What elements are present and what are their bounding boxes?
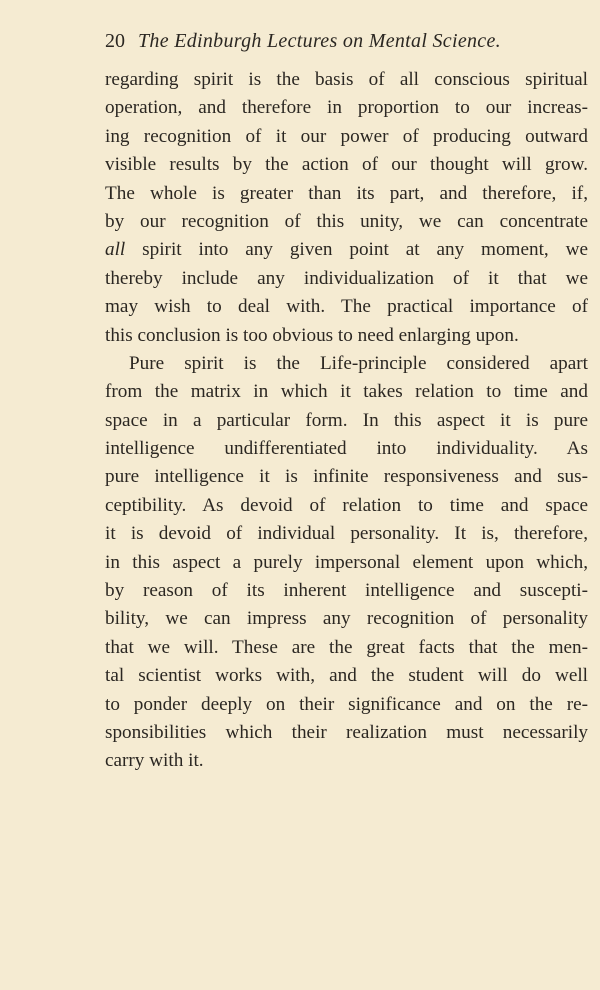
text-line	[105, 492, 588, 520]
text-line	[105, 691, 588, 719]
line-text: in this aspect a purely impersonal element upon which,	[105, 551, 588, 573]
line-text: it is devoid of individual personality. It is, therefore,	[105, 523, 588, 545]
italic-emphasis: all	[105, 239, 126, 261]
text-line	[105, 407, 588, 435]
line-text: operation, and therefore in proportion to our increas-	[105, 97, 588, 119]
line-text: regarding spirit is the basis of all conscious spiritual	[105, 69, 588, 90]
text-line	[105, 66, 588, 94]
line-text: The whole is greater than its part, and therefore, if,	[105, 182, 588, 204]
text-line	[105, 378, 588, 406]
line-text: to ponder deeply on their significance and on the re-	[105, 693, 588, 715]
text-line	[105, 180, 588, 208]
line-text: sponsibilities which their realization must necessarily	[105, 721, 588, 743]
text-line	[105, 293, 588, 321]
line-text: space in a particular form. In this aspect it is pure	[105, 409, 588, 431]
text-line	[105, 605, 588, 633]
page-body-text	[105, 66, 588, 776]
text-line	[105, 435, 588, 463]
line-text: may wish to deal with. The practical importance of	[105, 296, 588, 318]
text-line	[105, 265, 588, 293]
text-line	[105, 94, 588, 122]
text-line	[105, 520, 588, 548]
line-text: ing recognition of it our power of producing outward	[105, 125, 588, 147]
line-text: by our recognition of this unity, we can concentrate	[105, 210, 588, 232]
line-text: bility, we can impress any recognition of personality	[105, 608, 588, 630]
text-line	[105, 236, 588, 264]
line-text: carry with it.	[105, 750, 204, 772]
page-number: 20	[105, 30, 125, 52]
text-line	[105, 322, 588, 350]
running-title: The Edinburgh Lectures on Mental Science.	[138, 30, 501, 52]
text-line	[105, 719, 588, 747]
line-text: thereby include any individualization of it that we	[105, 267, 588, 289]
running-header	[105, 30, 590, 53]
text-line	[105, 577, 588, 605]
line-text: visible results by the action of our thought will grow.	[105, 154, 588, 176]
text-line	[105, 634, 588, 662]
line-text: tal scientist works with, and the student will do well	[105, 665, 588, 687]
text-line	[105, 350, 588, 378]
line-text: pure intelligence it is infinite responsiveness and sus-	[105, 466, 588, 488]
text-line	[105, 463, 588, 491]
line-text: by reason of its inherent intelligence and suscepti-	[105, 580, 588, 602]
text-line	[105, 549, 588, 577]
line-text: spirit into any given point at any moment, we	[125, 239, 588, 261]
line-text: ceptibility. As devoid of relation to time and space	[105, 494, 588, 516]
line-text: from the matrix in which it takes relation to time and	[105, 381, 588, 403]
text-line	[105, 662, 588, 690]
line-text: intelligence undifferentiated into individuality. As	[105, 438, 588, 460]
line-text: Pure spirit is the Life-principle considered apart	[129, 352, 588, 374]
text-line	[105, 123, 588, 151]
text-line	[105, 151, 588, 179]
line-text: this conclusion is too obvious to need enlarging upon.	[105, 324, 519, 346]
line-text: that we will. These are the great facts that the men-	[105, 636, 588, 658]
text-line	[105, 208, 588, 236]
text-line	[105, 747, 588, 775]
